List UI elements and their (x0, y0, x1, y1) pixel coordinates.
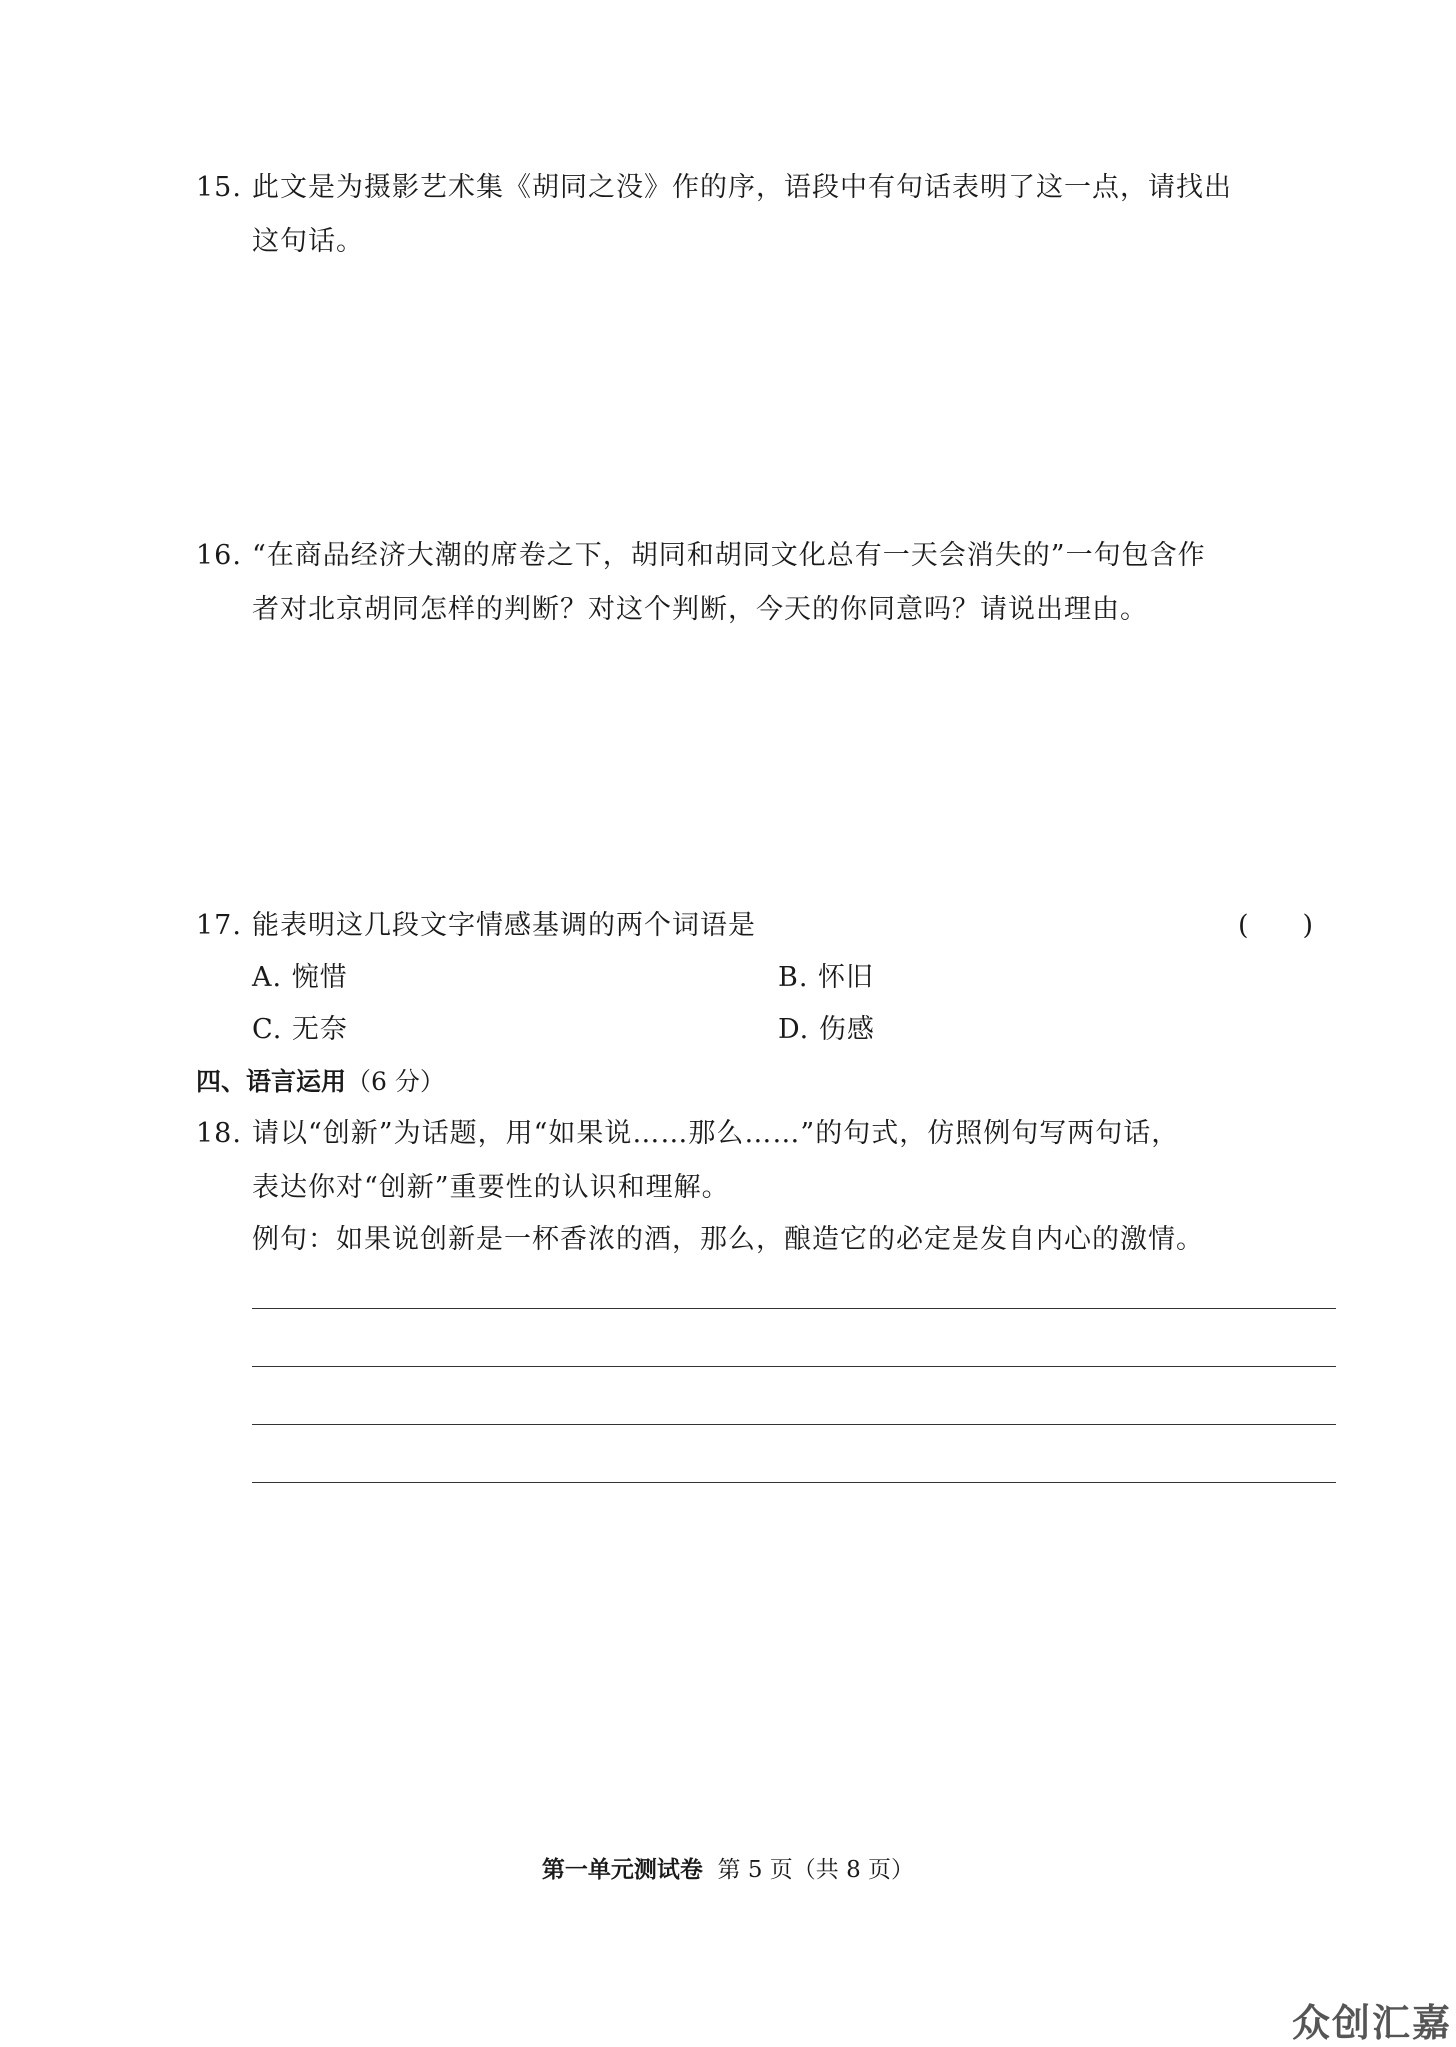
question-15-number: 15. (196, 172, 242, 203)
option-d-letter: D. (778, 1014, 810, 1045)
section-4-points: （6 分） (346, 1067, 445, 1096)
option-c-letter: C. (252, 1014, 283, 1045)
question-17-option-c (252, 1012, 348, 1048)
question-17-stem: 能表明这几段文字情感基调的两个词语是 (252, 910, 756, 941)
section-4-title: 四、语言运用 (196, 1067, 347, 1096)
option-d-text: 伤感 (818, 1014, 875, 1045)
question-16-text-line1: “在商品经济大潮的席卷之下，胡同和胡同文化总有一天会消失的”一句包含作 (252, 540, 1206, 571)
answer-line-4[interactable] (252, 1482, 1336, 1483)
question-17-option-b (778, 960, 874, 996)
page-footer (0, 1854, 1456, 1886)
question-17-number: 17. (196, 910, 242, 941)
watermark-logo: 众创汇嘉 (1291, 2001, 1452, 2045)
question-18-example: 例句：如果说创新是一杯香浓的酒，那么，酿造它的必定是发自内心的激情。 (252, 1224, 1204, 1255)
question-18 (196, 1116, 1179, 1152)
answer-line-3[interactable] (252, 1424, 1336, 1425)
question-17-option-a (252, 960, 348, 996)
question-15 (196, 170, 1232, 206)
question-15-text-line1: 此文是为摄影艺术集《胡同之没》作的序，语段中有句话表明了这一点，请找出 (252, 172, 1232, 203)
question-18-number: 18. (196, 1118, 242, 1149)
question-18-text-line1: 请以“创新”为话题，用“如果说……那么……”的句式，仿照例句写两句话， (252, 1118, 1180, 1149)
question-17-answer-bracket[interactable]: ( ) (1238, 910, 1314, 941)
answer-line-2[interactable] (252, 1366, 1336, 1367)
footer-unit-title: 第一单元测试卷 (541, 1857, 703, 1883)
question-15-text-line2: 这句话。 (252, 226, 364, 257)
footer-page-number: 第 5 页（共 8 页） (717, 1857, 915, 1883)
option-b-letter: B. (778, 962, 809, 993)
question-16-number: 16. (196, 540, 242, 571)
answer-line-1[interactable] (252, 1308, 1336, 1309)
question-16-text-line2: 者对北京胡同怎样的判断？对这个判断，今天的你同意吗？请说出理由。 (252, 594, 1148, 625)
question-16 (196, 538, 1206, 574)
question-18-text-line2: 表达你对“创新”重要性的认识和理解。 (252, 1172, 730, 1203)
section-4-heading (196, 1064, 445, 1100)
option-c-text: 无奈 (291, 1014, 348, 1045)
option-a-text: 惋惜 (291, 962, 348, 993)
option-a-letter: A. (252, 962, 283, 993)
question-17 (196, 908, 756, 944)
question-17-option-d (778, 1012, 875, 1048)
option-b-text: 怀旧 (818, 962, 875, 993)
